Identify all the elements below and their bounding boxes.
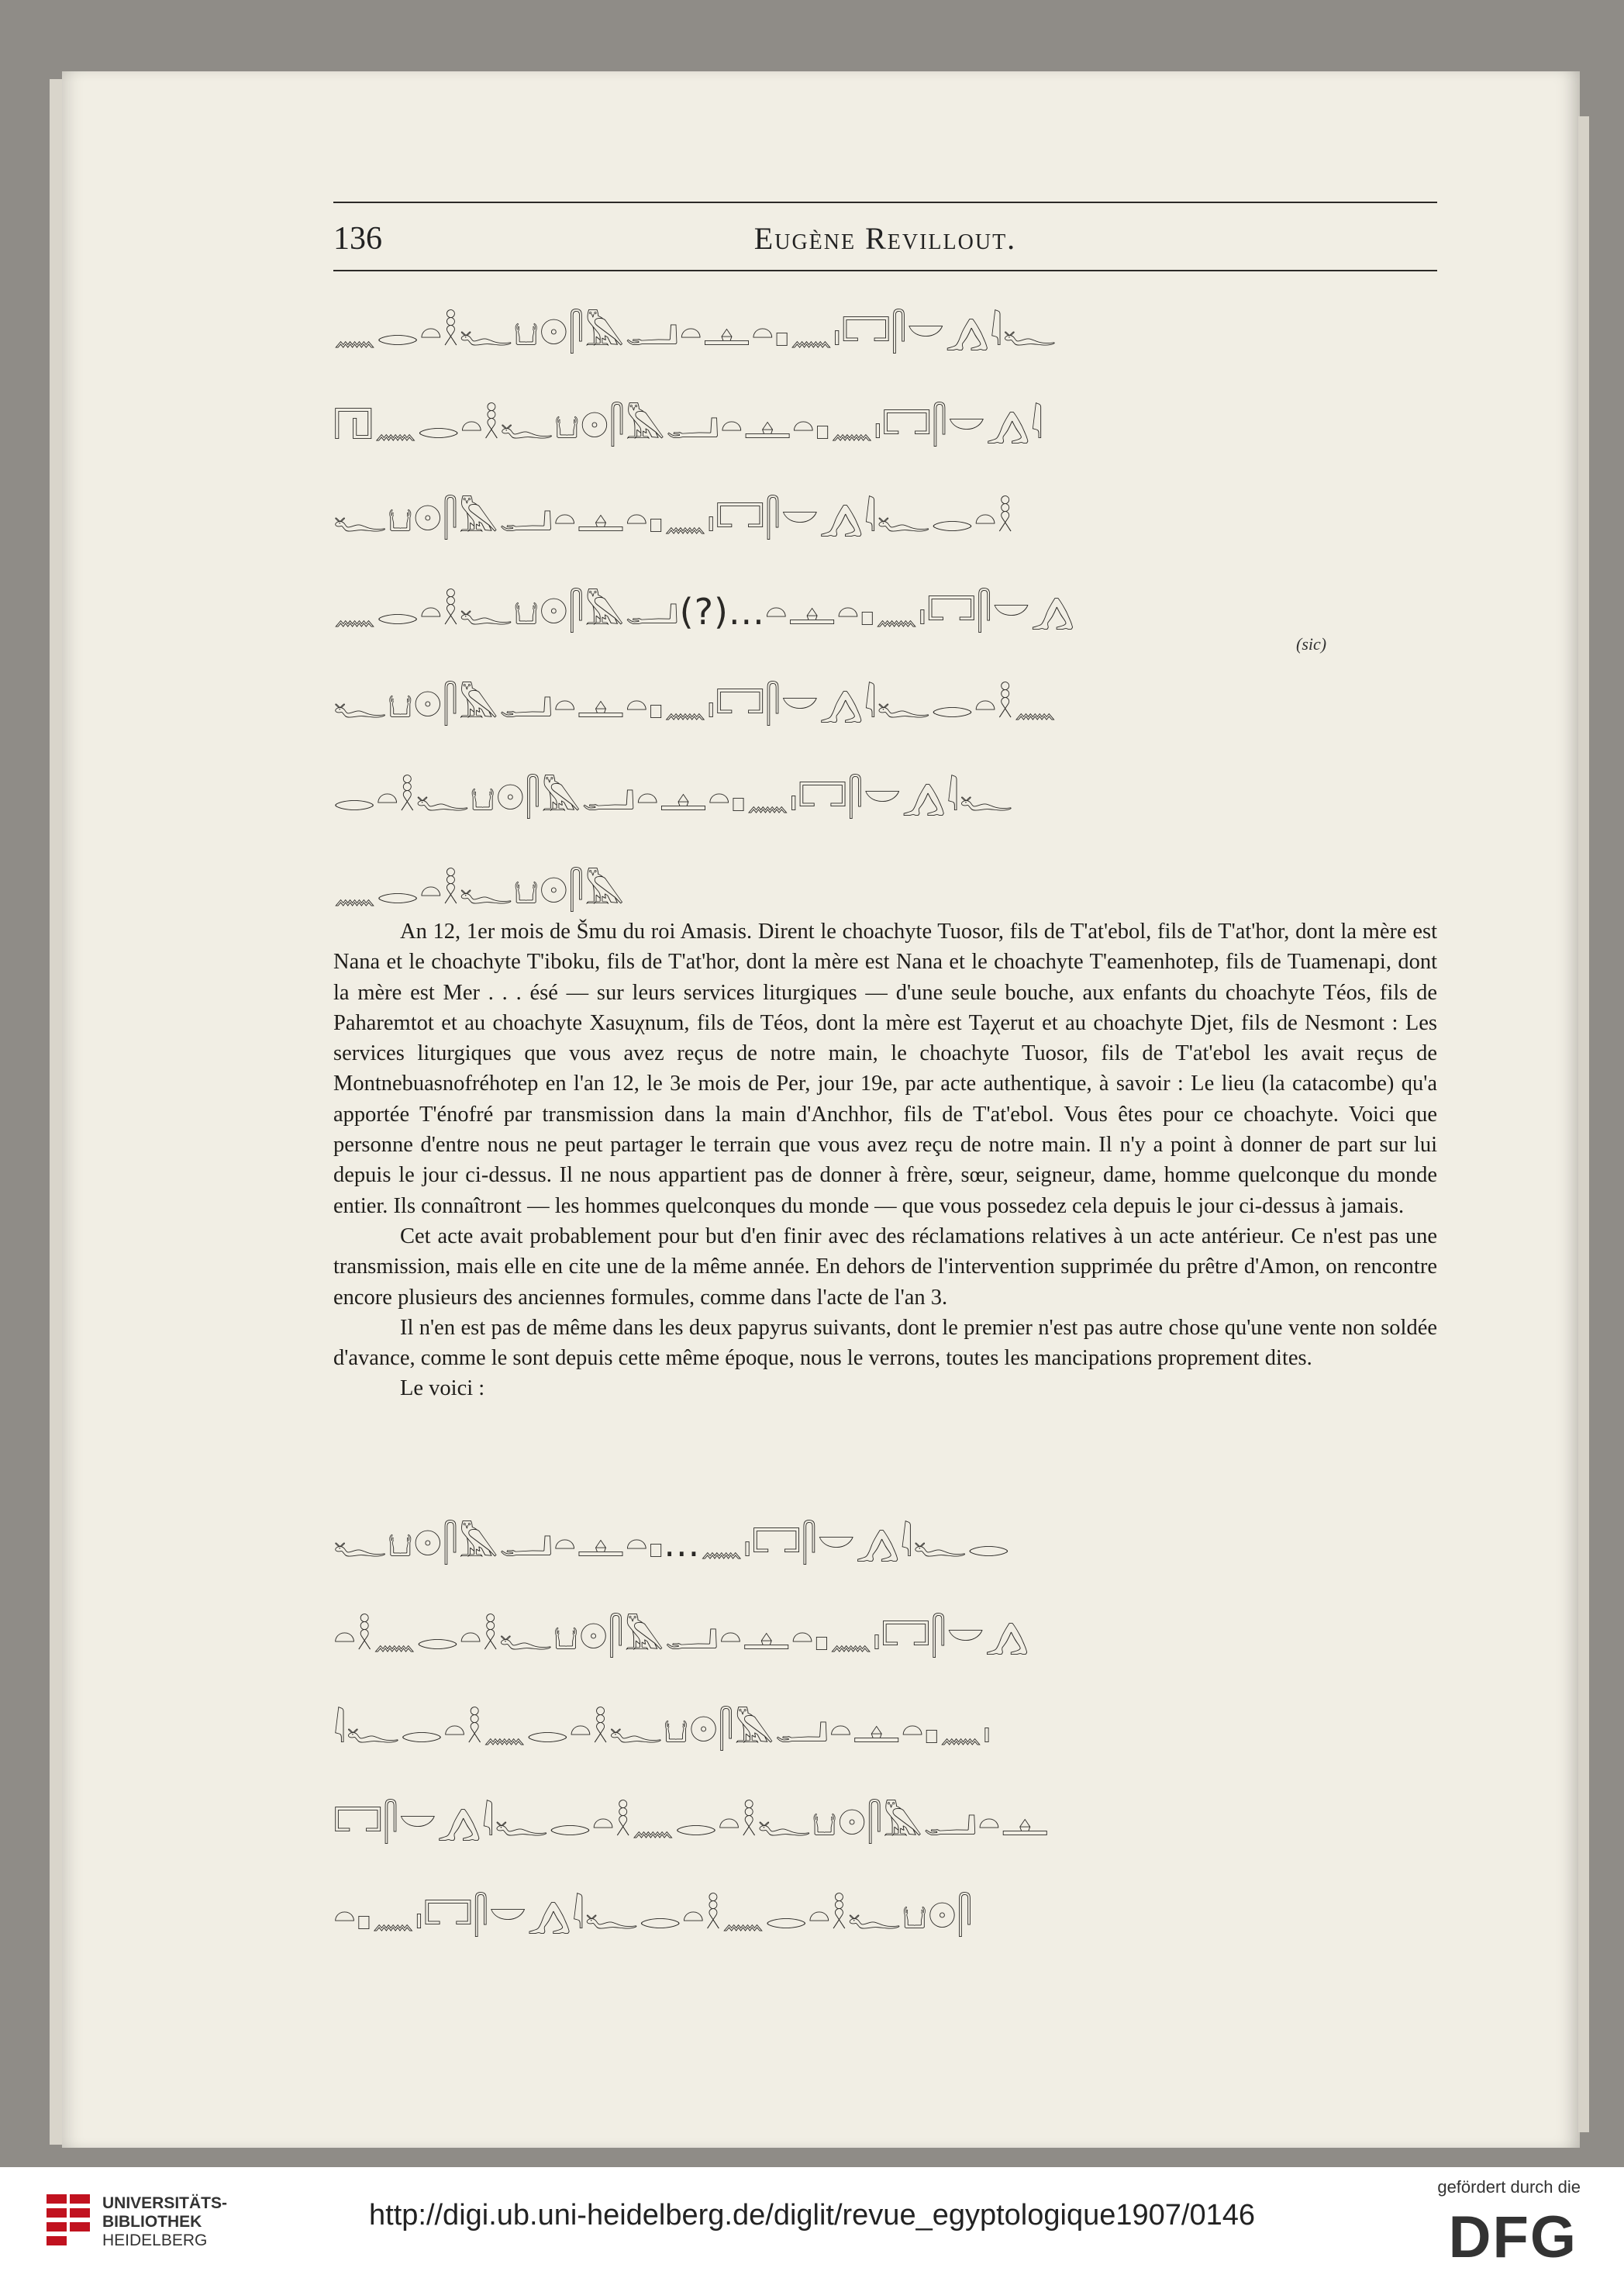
dfg-logo: DFG bbox=[1448, 2204, 1577, 2270]
page-edge-right bbox=[1578, 116, 1589, 2132]
funded-by-label: gefördert durch die bbox=[1437, 2177, 1581, 2197]
header-rule-top bbox=[333, 202, 1437, 203]
hieroglyph-line: 𓏏𓎛𓈖𓂋𓏏𓎛𓆑𓂓𓇳𓋴𓅓𓂝𓏏𓊵𓏏𓊪𓈖𓏤𓉐𓋴𓎟𓂻 bbox=[333, 1616, 1030, 1658]
hieroglyph-line: 𓏏𓊪𓈖𓏤𓉐𓋴𓎟𓂻𓇋𓆑𓂋𓏏𓎛𓈖𓂋𓏏𓎛𓆑𓂓𓇳𓋴 bbox=[333, 1895, 974, 1937]
library-name: UNIVERSITÄTS- BIBLIOTHEK HEIDELBERG bbox=[102, 2194, 228, 2249]
hieroglyph-line: 𓆑𓂓𓇳𓋴𓅓𓂝𓏏𓊵𓏏𓊪𓈖𓏤𓉐𓋴𓎟𓂻𓇋𓆑𓂋𓏏𓎛 bbox=[333, 498, 1014, 540]
hieroglyph-line: 𓆑𓂓𓇳𓋴𓅓𓂝𓏏𓊵𓏏𓊪...𓈖𓏤𓉐𓋴𓎟𓂻𓇋𓆑𓂋 bbox=[333, 1523, 1011, 1565]
header-rule-bottom bbox=[333, 270, 1437, 271]
page-number: 136 bbox=[333, 221, 382, 257]
hieroglyph-line: 𓉔𓈖𓂋𓏏𓎛𓆑𓂓𓇳𓋴𓅓𓂝𓏏𓊵𓏏𓊪𓈖𓏤𓉐𓋴𓎟𓂻𓇋 bbox=[333, 405, 1044, 447]
hieroglyph-line: 𓆑𓂓𓇳𓋴𓅓𓂝𓏏𓊵𓏏𓊪𓈖𓏤𓉐𓋴𓎟𓂻𓇋𓆑𓂋𓏏𓎛𓈖 bbox=[333, 684, 1057, 726]
sic-note: (sic) bbox=[1296, 634, 1327, 654]
hieroglyph-line: 𓈖𓂋𓏏𓎛𓆑𓂓𓇳𓋴𓅓𓂝(?)...𓏏𓊵𓏏𓊪𓈖𓏤𓉐𓋴𓎟𓂻 bbox=[333, 591, 1076, 633]
hieroglyph-line: 𓈖𓂋𓏏𓎛𓆑𓂓𓇳𓋴𓅓 bbox=[333, 870, 626, 912]
hieroglyph-block-1 bbox=[333, 299, 1437, 951]
hieroglyph-line: 𓈖𓂋𓏏𓎛𓆑𓂓𓇳𓋴𓅓𓂝𓏏𓊵𓏏𓊪𓈖𓏤𓉐𓋴𓎟𓂻𓇋𓆑 bbox=[333, 312, 1057, 354]
paragraph: Il n'en est pas de même dans les deux papyrus suivants, dont le premier n'est pas autre chose qu'une vente non soldée d'avance, comme le sont depuis cette même époque, nous le verrons, toutes les mancipations proprement dites. bbox=[333, 1315, 1437, 1371]
paragraph: An 12, 1er mois de Šmu du roi Amasis. Dirent le choachyte Tuosor, fils de T'at'ebol, fils de T'at'hor, dont la mère est Nana et le choachyte T'iboku, fils de T'at'hor, dont la mère est Nana et le choachyte T'eamenhotep, fils de Tuamenapi, dont la mère est Mer . . . ésé — sur leurs services liturgiques — d'une seule bouche, aux enfants du choachyte Téos, fils de Paharemtot et au choachyte Xasuχnum, fils de Téos, dont la mère est Taχerut et au choachyte Djet, fils de Nesmont : Les services liturgiques que vous avez reçus de notre main, le choachyte Tuosor, fils de T'at'ebol les avait reçus de Montnebuasnofréhotep en l'an 12, le 3e mois de Per, jour 19e, par acte authentique, à savoir : Le lieu (la catacombe) qu'a apportée T'énofré par transmission dans la main d'Anchhor, fils de T'at'ebol. Vous êtes pour ce choachyte. Voici que personne d'entre nous ne peut partager le terrain que vous avez reçu de notre main. Il n'y a point à donner de part sur lui depuis le jour ci-dessus. Il ne nous appartient pas de donner à frère, sœur, seigneur, dame, homme quelconque du monde entier. Ils connaîtront — les hommes quelconques du monde — que vous possedez cela depuis le jour ci-dessus à jamais. bbox=[333, 920, 1437, 1218]
running-head-author: Eugène Revillout. bbox=[753, 221, 1017, 256]
hieroglyph-line: 𓂋𓏏𓎛𓆑𓂓𓇳𓋴𓅓𓂝𓏏𓊵𓏏𓊪𓈖𓏤𓉐𓋴𓎟𓂻𓇋𓆑 bbox=[333, 777, 1014, 819]
source-url-link[interactable]: http://digi.ub.uni-heidelberg.de/diglit/revue_egyptologique1907/0146 bbox=[369, 2199, 1255, 2231]
hieroglyph-line: 𓇋𓆑𓂋𓏏𓎛𓈖𓂋𓏏𓎛𓆑𓂓𓇳𓋴𓅓𓂝𓏏𓊵𓏏𓊪𓈖𓏤 bbox=[333, 1709, 991, 1751]
paragraph: Cet acte avait probablement pour but d'en finir avec des réclamations relatives à un acte antérieur. Ce n'est pas une transmission, mais elle en cite une de la même année. En dehors de l'intervention supprimée du prêtre d'Amon, on rencontre encore plusieurs des anciennes formules, comme dans l'acte de l'an 3. bbox=[333, 1224, 1437, 1310]
paragraph: Le voici : bbox=[400, 1376, 485, 1401]
hieroglyph-line: 𓉐𓋴𓎟𓂻𓇋𓆑𓂋𓏏𓎛𓈖𓂋𓏏𓎛𓆑𓂓𓇳𓋴𓅓𓂝𓏏𓊵 bbox=[333, 1802, 1050, 1844]
hieroglyph-block-2 bbox=[333, 1510, 1437, 1976]
body-text bbox=[333, 916, 1437, 1404]
